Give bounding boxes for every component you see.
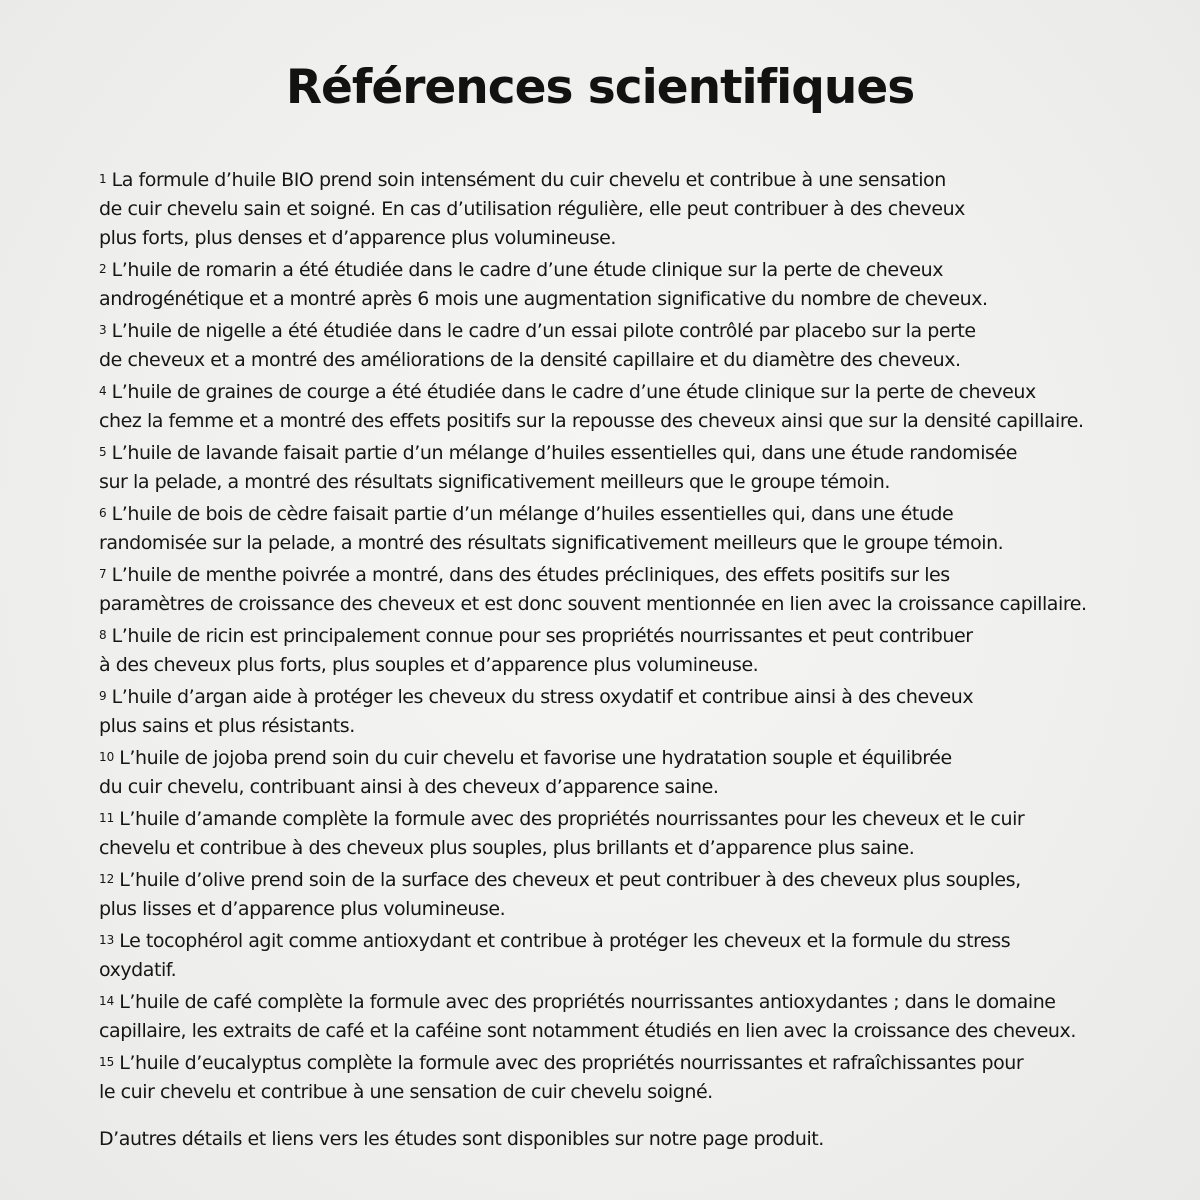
- reference-text-line: L’huile de bois de cèdre faisait partie d’un mélange d’huiles essentielles qui, dans une étude: [111, 503, 954, 525]
- reference-number: 5: [99, 445, 107, 459]
- reference-item: [99, 166, 1139, 253]
- reference-item: [99, 988, 1139, 1046]
- reference-item: [99, 561, 1139, 619]
- reference-item: [99, 622, 1139, 680]
- reference-text-line: L’huile de nigelle a été étudiée dans le cadre d’un essai pilote contrôlé par placebo sur la perte: [111, 320, 976, 342]
- reference-number: 7: [99, 567, 107, 581]
- reference-text-line: androgénétique et a montré après 6 mois une augmentation significative du nombre de cheveux.: [99, 288, 988, 310]
- reference-text-line: La formule d’huile BIO prend soin intensément du cuir chevelu et contribue à une sensation: [111, 169, 946, 191]
- reference-item: [99, 683, 1139, 741]
- reference-item: [99, 439, 1139, 497]
- reference-text-line: L’huile de jojoba prend soin du cuir chevelu et favorise une hydratation souple et équilibrée: [119, 747, 952, 769]
- reference-number: 13: [99, 933, 115, 947]
- reference-text-line: à des cheveux plus forts, plus souples et d’apparence plus volumineuse.: [99, 654, 759, 676]
- references-list: [99, 166, 1139, 1110]
- reference-number: 9: [99, 689, 107, 703]
- reference-text-line: L’huile de graines de courge a été étudiée dans le cadre d’une étude clinique sur la perte de cheveux: [111, 381, 1036, 403]
- reference-text-line: L’huile d’amande complète la formule avec des propriétés nourrissantes pour les cheveux et le cuir: [119, 808, 1025, 830]
- reference-text-line: L’huile d’argan aide à protéger les cheveux du stress oxydatif et contribue ainsi à des cheveux: [111, 686, 974, 708]
- reference-number: 6: [99, 506, 107, 520]
- footer-note: D’autres détails et liens vers les études sont disponibles sur notre page produit.: [99, 1128, 824, 1150]
- page-title: Références scientifiques: [285, 60, 915, 115]
- reference-text-line: chevelu et contribue à des cheveux plus souples, plus brillants et d’apparence plus saine.: [99, 837, 915, 859]
- reference-text-line: plus forts, plus denses et d’apparence plus volumineuse.: [99, 227, 616, 249]
- reference-item: [99, 866, 1139, 924]
- reference-item: [99, 744, 1139, 802]
- reference-text-line: L’huile de lavande faisait partie d’un mélange d’huiles essentielles qui, dans une étude randomisée: [111, 442, 1017, 464]
- reference-item: [99, 927, 1139, 985]
- reference-number: 4: [99, 384, 107, 398]
- reference-number: 2: [99, 262, 107, 276]
- reference-text-line: randomisée sur la pelade, a montré des résultats significativement meilleurs que le groupe témoin.: [99, 532, 1004, 554]
- reference-text-line: L’huile de ricin est principalement connue pour ses propriétés nourrissantes et peut contribuer: [111, 625, 973, 647]
- reference-text-line: oxydatif.: [99, 959, 177, 981]
- reference-number: 10: [99, 750, 115, 764]
- reference-text-line: chez la femme et a montré des effets positifs sur la repousse des cheveux ainsi que sur la densité capillaire.: [99, 410, 1084, 432]
- reference-text-line: plus sains et plus résistants.: [99, 715, 355, 737]
- reference-text-line: plus lisses et d’apparence plus volumineuse.: [99, 898, 506, 920]
- reference-text-line: paramètres de croissance des cheveux et est donc souvent mentionnée en lien avec la croissance capillaire.: [99, 593, 1087, 615]
- reference-text-line: L’huile de café complète la formule avec des propriétés nourrissantes antioxydantes ; dans le domaine: [119, 991, 1056, 1013]
- reference-item: [99, 256, 1139, 314]
- reference-text-line: du cuir chevelu, contribuant ainsi à des cheveux d’apparence saine.: [99, 776, 719, 798]
- reference-number: 12: [99, 872, 115, 886]
- reference-number: 15: [99, 1055, 115, 1069]
- reference-text-line: L’huile d’eucalyptus complète la formule avec des propriétés nourrissantes et rafraîchissantes pour: [119, 1052, 1024, 1074]
- reference-text-line: sur la pelade, a montré des résultats significativement meilleurs que le groupe témoin.: [99, 471, 890, 493]
- reference-text-line: L’huile de romarin a été étudiée dans le cadre d’une étude clinique sur la perte de cheveux: [111, 259, 943, 281]
- reference-text-line: Le tocophérol agit comme antioxydant et contribue à protéger les cheveux et la formule du stress: [119, 930, 1011, 952]
- reference-number: 11: [99, 811, 115, 825]
- reference-text-line: capillaire, les extraits de café et la caféine sont notamment étudiés en lien avec la croissance des cheveux.: [99, 1020, 1076, 1042]
- reference-text-line: le cuir chevelu et contribue à une sensation de cuir chevelu soigné.: [99, 1081, 713, 1103]
- reference-text-line: L’huile de menthe poivrée a montré, dans des études précliniques, des effets positifs sur les: [111, 564, 950, 586]
- reference-number: 14: [99, 994, 115, 1008]
- reference-number: 3: [99, 323, 107, 337]
- reference-text-line: de cheveux et a montré des améliorations de la densité capillaire et du diamètre des cheveux.: [99, 349, 961, 371]
- reference-item: [99, 500, 1139, 558]
- reference-item: [99, 317, 1139, 375]
- reference-number: 8: [99, 628, 107, 642]
- reference-text-line: de cuir chevelu sain et soigné. En cas d’utilisation régulière, elle peut contribuer à des cheveux: [99, 198, 965, 220]
- reference-text-line: L’huile d’olive prend soin de la surface des cheveux et peut contribuer à des cheveux plus souples,: [119, 869, 1021, 891]
- reference-item: [99, 378, 1139, 436]
- reference-item: [99, 805, 1139, 863]
- reference-item: [99, 1049, 1139, 1107]
- reference-number: 1: [99, 172, 107, 186]
